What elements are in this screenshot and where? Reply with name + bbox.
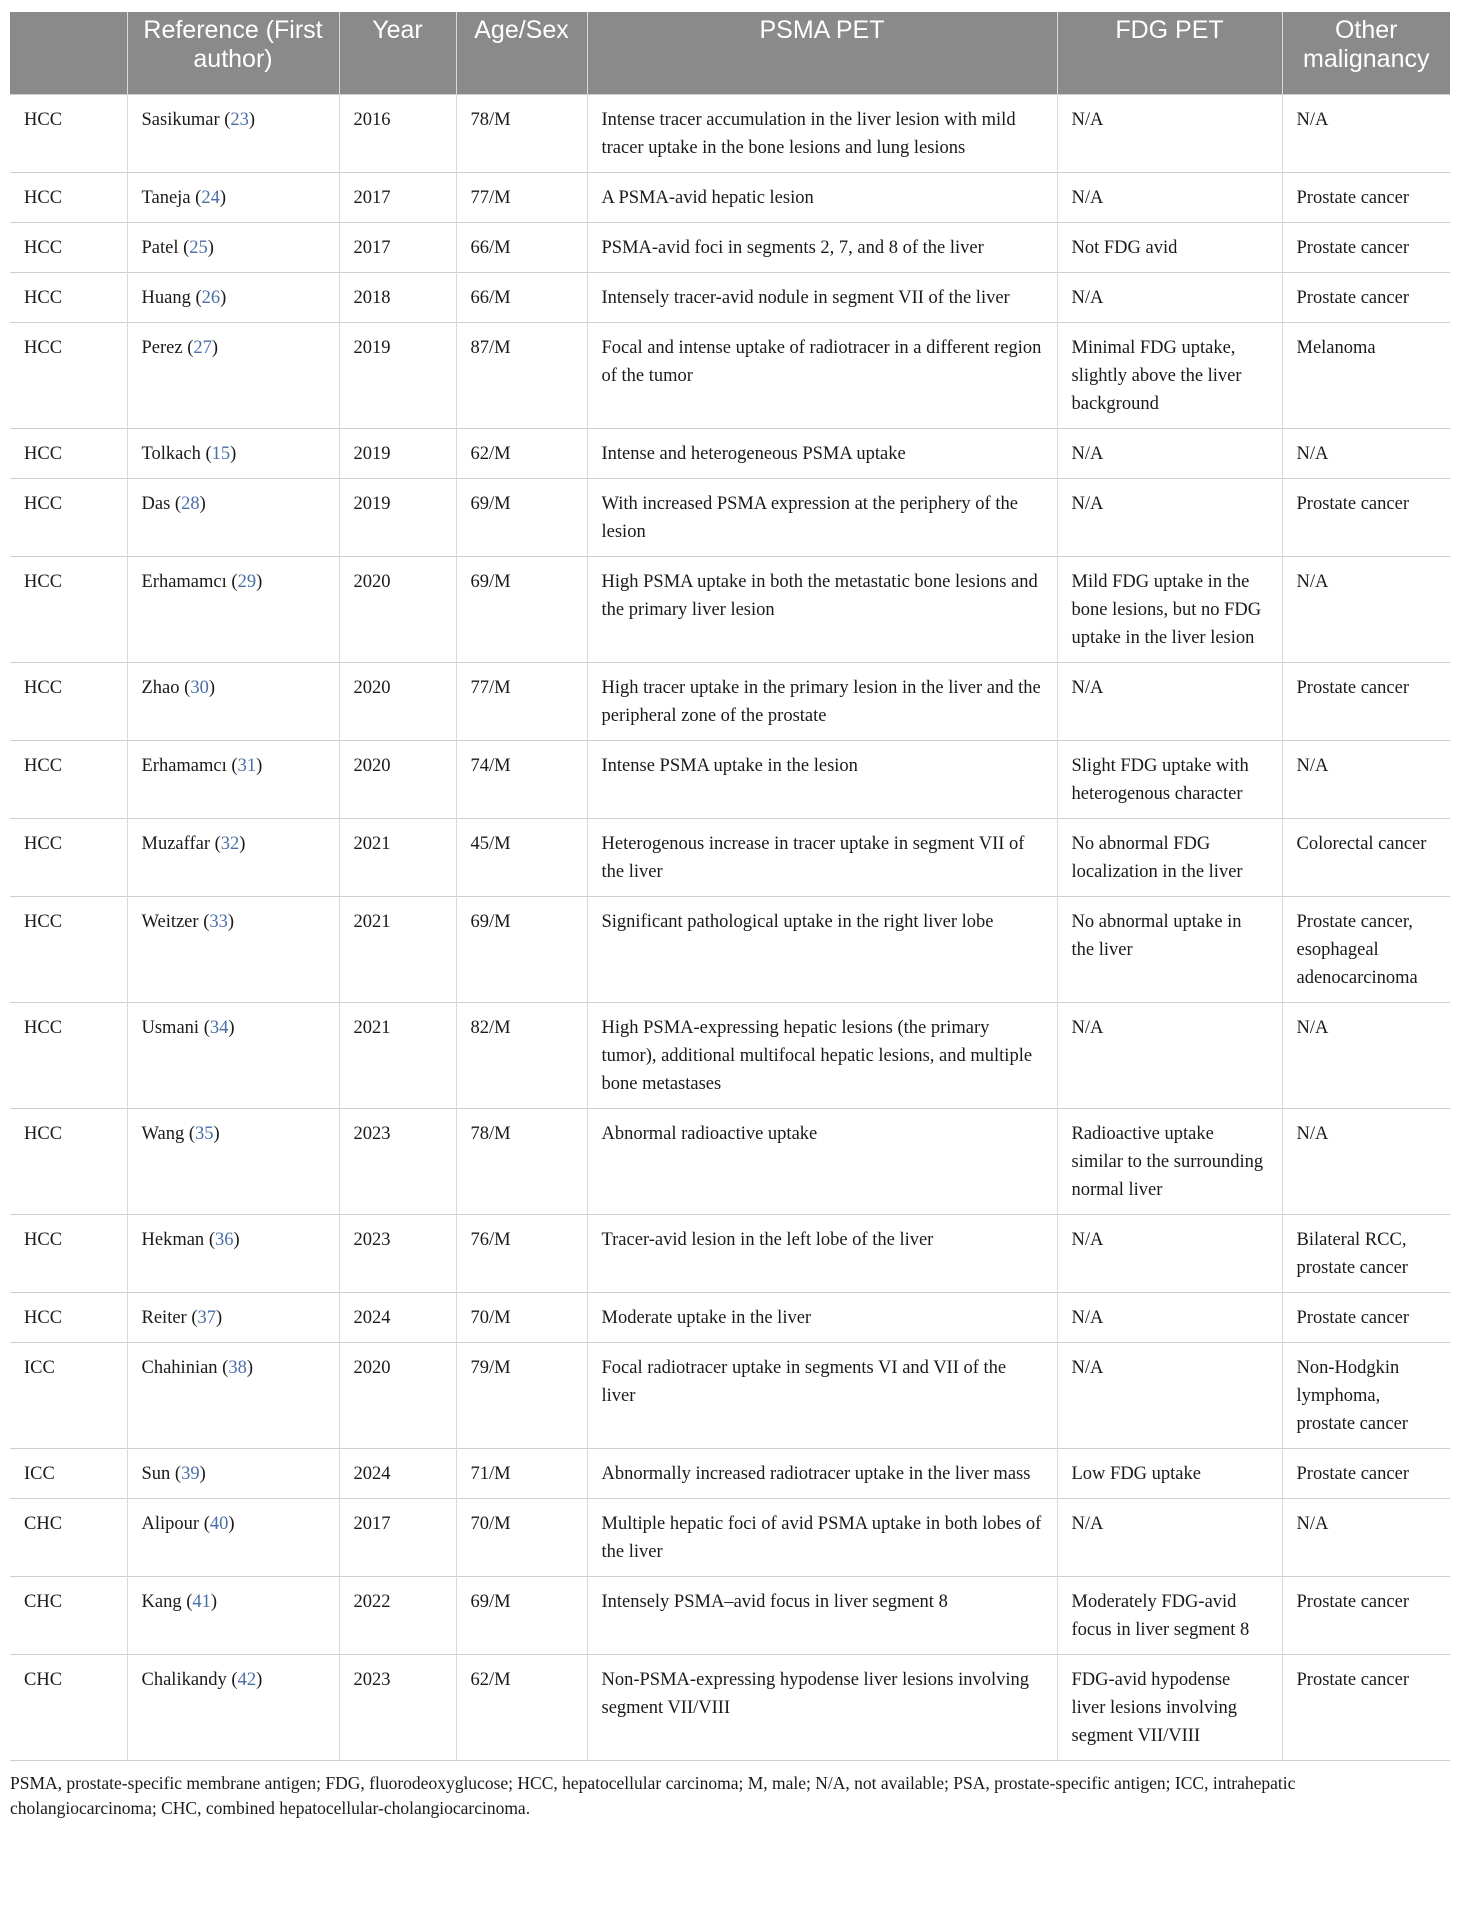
author-name: Huang xyxy=(141,288,191,308)
cell-reference: Perez (27) xyxy=(127,323,339,429)
cell-other-malignancy: Prostate cancer xyxy=(1282,479,1450,557)
cell-fdg-pet: Moderately FDG-avid focus in liver segment 8 xyxy=(1057,1577,1282,1655)
cell-age-sex: 62/M xyxy=(456,1655,587,1761)
cell-fdg-pet: N/A xyxy=(1057,663,1282,741)
cell-tumor-type: HCC xyxy=(10,173,127,223)
reference-link[interactable]: 29 xyxy=(237,572,257,592)
cell-reference: Alipour (40) xyxy=(127,1499,339,1577)
table-row xyxy=(10,557,1450,663)
cell-reference: Muzaffar (32) xyxy=(127,819,339,897)
cell-fdg-pet: N/A xyxy=(1057,1293,1282,1343)
author-name: Tolkach xyxy=(141,444,201,464)
table-row xyxy=(10,819,1450,897)
cell-age-sex: 79/M xyxy=(456,1343,587,1449)
cell-tumor-type: HCC xyxy=(10,273,127,323)
cell-psma-pet: With increased PSMA expression at the periphery of the lesion xyxy=(587,479,1057,557)
cell-tumor-type: HCC xyxy=(10,1293,127,1343)
cell-year: 2019 xyxy=(339,429,456,479)
author-name: Das xyxy=(141,494,171,514)
cell-psma-pet: Multiple hepatic foci of avid PSMA uptake in both lobes of the liver xyxy=(587,1499,1057,1577)
cell-age-sex: 71/M xyxy=(456,1449,587,1499)
cell-tumor-type: ICC xyxy=(10,1449,127,1499)
author-name: Sun xyxy=(141,1464,171,1484)
cell-psma-pet: High tracer uptake in the primary lesion in the liver and the peripheral zone of the prostate xyxy=(587,663,1057,741)
cell-fdg-pet: N/A xyxy=(1057,95,1282,173)
header-reference: Reference (First author) xyxy=(127,12,339,95)
cell-tumor-type: HCC xyxy=(10,897,127,1003)
author-name: Alipour xyxy=(141,1514,200,1534)
table-row xyxy=(10,223,1450,273)
table-row xyxy=(10,1215,1450,1293)
reference-link[interactable]: 36 xyxy=(214,1230,234,1250)
table-row xyxy=(10,1655,1450,1761)
cell-fdg-pet: N/A xyxy=(1057,429,1282,479)
cell-reference: Sun (39) xyxy=(127,1449,339,1499)
table-row xyxy=(10,479,1450,557)
cell-reference: Usmani (34) xyxy=(127,1003,339,1109)
author-name: Usmani xyxy=(141,1018,200,1038)
cell-tumor-type: HCC xyxy=(10,1215,127,1293)
cell-tumor-type: HCC xyxy=(10,223,127,273)
cell-other-malignancy: N/A xyxy=(1282,1109,1450,1215)
cell-psma-pet: Intense tracer accumulation in the liver lesion with mild tracer uptake in the bone lesions and lung lesions xyxy=(587,95,1057,173)
author-name: Hekman xyxy=(141,1230,205,1250)
cell-other-malignancy: N/A xyxy=(1282,1499,1450,1577)
cell-fdg-pet: N/A xyxy=(1057,1499,1282,1577)
table-row xyxy=(10,1343,1450,1449)
cell-year: 2017 xyxy=(339,223,456,273)
cell-fdg-pet: N/A xyxy=(1057,1003,1282,1109)
table-footnote: PSMA, prostate-specific membrane antigen; FDG, fluorodeoxyglucose; HCC, hepatocellular carcinoma; M, male; N/A, not available; PSA, prostate-specific antigen; ICC, intrahepatic cholangiocarcinoma; CHC, combined hepatocellular-cholangiocarcinoma. xyxy=(10,1773,1296,1818)
cell-year: 2020 xyxy=(339,557,456,663)
cell-age-sex: 76/M xyxy=(456,1215,587,1293)
cell-reference: Taneja (24) xyxy=(127,173,339,223)
cell-fdg-pet: Radioactive uptake similar to the surrounding normal liver xyxy=(1057,1109,1282,1215)
cell-psma-pet: Heterogenous increase in tracer uptake in segment VII of the liver xyxy=(587,819,1057,897)
cell-other-malignancy: Prostate cancer xyxy=(1282,173,1450,223)
cell-year: 2017 xyxy=(339,1499,456,1577)
reference-link[interactable]: 38 xyxy=(228,1358,247,1378)
cell-fdg-pet: Not FDG avid xyxy=(1057,223,1282,273)
cell-tumor-type: HCC xyxy=(10,1109,127,1215)
cell-other-malignancy: Prostate cancer xyxy=(1282,663,1450,741)
reference-link[interactable]: 40 xyxy=(209,1514,229,1534)
cell-age-sex: 78/M xyxy=(456,95,587,173)
cell-other-malignancy: Non-Hodgkin lymphoma, prostate cancer xyxy=(1282,1343,1450,1449)
cell-tumor-type: CHC xyxy=(10,1499,127,1577)
reference-link[interactable]: 41 xyxy=(192,1592,211,1612)
cell-tumor-type: HCC xyxy=(10,663,127,741)
table-body xyxy=(10,95,1450,1761)
cell-other-malignancy: N/A xyxy=(1282,1003,1450,1109)
cell-fdg-pet: N/A xyxy=(1057,1343,1282,1449)
cell-tumor-type: HCC xyxy=(10,1003,127,1109)
cell-fdg-pet: No abnormal FDG localization in the liver xyxy=(1057,819,1282,897)
table-row xyxy=(10,1293,1450,1343)
cell-other-malignancy: Prostate cancer xyxy=(1282,1655,1450,1761)
cell-fdg-pet: Slight FDG uptake with heterogenous character xyxy=(1057,741,1282,819)
reference-link[interactable]: 25 xyxy=(189,238,208,258)
table-row xyxy=(10,741,1450,819)
cell-reference: Hekman (36) xyxy=(127,1215,339,1293)
reference-link[interactable]: 42 xyxy=(237,1670,257,1690)
cell-age-sex: 70/M xyxy=(456,1293,587,1343)
header-psma-pet: PSMA PET xyxy=(587,12,1057,95)
cell-psma-pet: High PSMA uptake in both the metastatic bone lesions and the primary liver lesion xyxy=(587,557,1057,663)
cell-psma-pet: A PSMA-avid hepatic lesion xyxy=(587,173,1057,223)
header-year: Year xyxy=(339,12,456,95)
table-row xyxy=(10,323,1450,429)
cell-tumor-type: HCC xyxy=(10,479,127,557)
cell-tumor-type: HCC xyxy=(10,557,127,663)
reference-link[interactable]: 33 xyxy=(209,912,228,932)
cell-psma-pet: Non-PSMA-expressing hypodense liver lesions involving segment VII/VIII xyxy=(587,1655,1057,1761)
reference-link[interactable]: 27 xyxy=(193,338,212,358)
cell-fdg-pet: N/A xyxy=(1057,479,1282,557)
cell-age-sex: 69/M xyxy=(456,1577,587,1655)
cell-reference: Sasikumar (23) xyxy=(127,95,339,173)
cell-fdg-pet: N/A xyxy=(1057,273,1282,323)
cell-fdg-pet: FDG-avid hypodense liver lesions involving segment VII/VIII xyxy=(1057,1655,1282,1761)
author-name: Perez xyxy=(141,338,183,358)
cell-age-sex: 82/M xyxy=(456,1003,587,1109)
cell-age-sex: 70/M xyxy=(456,1499,587,1577)
author-name: Chahinian xyxy=(141,1358,218,1378)
cell-psma-pet: High PSMA-expressing hepatic lesions (the primary tumor), additional multifocal hepatic lesions, and multiple bone metastases xyxy=(587,1003,1057,1109)
cell-age-sex: 77/M xyxy=(456,173,587,223)
cell-fdg-pet: N/A xyxy=(1057,173,1282,223)
table-row xyxy=(10,95,1450,173)
cell-age-sex: 69/M xyxy=(456,479,587,557)
cell-year: 2016 xyxy=(339,95,456,173)
reference-link[interactable]: 39 xyxy=(181,1464,200,1484)
cell-reference: Zhao (30) xyxy=(127,663,339,741)
cell-year: 2021 xyxy=(339,897,456,1003)
reference-link[interactable]: 37 xyxy=(197,1308,216,1328)
cell-other-malignancy: N/A xyxy=(1282,429,1450,479)
reference-link[interactable]: 35 xyxy=(195,1124,214,1144)
author-name: Kang xyxy=(141,1592,182,1612)
table-row xyxy=(10,429,1450,479)
cell-psma-pet: Focal radiotracer uptake in segments VI and VII of the liver xyxy=(587,1343,1057,1449)
table-row xyxy=(10,1499,1450,1577)
cell-reference: Das (28) xyxy=(127,479,339,557)
cell-fdg-pet: No abnormal uptake in the liver xyxy=(1057,897,1282,1003)
cell-year: 2024 xyxy=(339,1293,456,1343)
cell-other-malignancy: N/A xyxy=(1282,95,1450,173)
cell-year: 2020 xyxy=(339,1343,456,1449)
cell-other-malignancy: Prostate cancer xyxy=(1282,273,1450,323)
cell-age-sex: 69/M xyxy=(456,557,587,663)
cell-psma-pet: Intense and heterogeneous PSMA uptake xyxy=(587,429,1057,479)
cell-tumor-type: HCC xyxy=(10,95,127,173)
cell-year: 2019 xyxy=(339,323,456,429)
reference-link[interactable]: 26 xyxy=(201,288,221,308)
cell-year: 2020 xyxy=(339,741,456,819)
cell-age-sex: 62/M xyxy=(456,429,587,479)
cell-tumor-type: HCC xyxy=(10,741,127,819)
cell-reference: Reiter (37) xyxy=(127,1293,339,1343)
reference-link[interactable]: 32 xyxy=(220,834,240,854)
cell-reference: Kang (41) xyxy=(127,1577,339,1655)
author-name: Reiter xyxy=(141,1308,187,1328)
cell-year: 2023 xyxy=(339,1109,456,1215)
cell-fdg-pet: Mild FDG uptake in the bone lesions, but no FDG uptake in the liver lesion xyxy=(1057,557,1282,663)
header-age-sex: Age/Sex xyxy=(456,12,587,95)
cell-other-malignancy: Melanoma xyxy=(1282,323,1450,429)
reference-link[interactable]: 24 xyxy=(201,188,220,208)
cell-fdg-pet: Minimal FDG uptake, slightly above the liver background xyxy=(1057,323,1282,429)
cell-tumor-type: HCC xyxy=(10,819,127,897)
cell-reference: Chalikandy (42) xyxy=(127,1655,339,1761)
table-row xyxy=(10,1003,1450,1109)
author-name: Wang xyxy=(141,1124,185,1144)
table-row xyxy=(10,1449,1450,1499)
cell-other-malignancy: Prostate cancer, esophageal adenocarcinoma xyxy=(1282,897,1450,1003)
cell-reference: Erhamamcı (29) xyxy=(127,557,339,663)
reference-link[interactable]: 31 xyxy=(237,756,257,776)
cell-age-sex: 74/M xyxy=(456,741,587,819)
cell-tumor-type: ICC xyxy=(10,1343,127,1449)
reference-link[interactable]: 23 xyxy=(230,110,249,130)
cell-reference: Erhamamcı (31) xyxy=(127,741,339,819)
author-name: Muzaffar xyxy=(141,834,210,854)
cell-reference: Patel (25) xyxy=(127,223,339,273)
cell-other-malignancy: Bilateral RCC, prostate cancer xyxy=(1282,1215,1450,1293)
table-row xyxy=(10,173,1450,223)
cell-other-malignancy: Prostate cancer xyxy=(1282,1577,1450,1655)
cell-year: 2023 xyxy=(339,1655,456,1761)
table-row xyxy=(10,897,1450,1003)
cell-other-malignancy: Prostate cancer xyxy=(1282,223,1450,273)
table-row xyxy=(10,273,1450,323)
cell-year: 2019 xyxy=(339,479,456,557)
cell-other-malignancy: N/A xyxy=(1282,741,1450,819)
cell-year: 2022 xyxy=(339,1577,456,1655)
cell-age-sex: 87/M xyxy=(456,323,587,429)
cell-age-sex: 78/M xyxy=(456,1109,587,1215)
table-row xyxy=(10,1109,1450,1215)
cell-year: 2018 xyxy=(339,273,456,323)
cell-age-sex: 77/M xyxy=(456,663,587,741)
cell-psma-pet: Moderate uptake in the liver xyxy=(587,1293,1057,1343)
cell-reference: Tolkach (15) xyxy=(127,429,339,479)
table-row xyxy=(10,1577,1450,1655)
cell-psma-pet: Intensely tracer-avid nodule in segment VII of the liver xyxy=(587,273,1057,323)
author-name: Chalikandy xyxy=(141,1670,227,1690)
cell-age-sex: 69/M xyxy=(456,897,587,1003)
cell-psma-pet: Intensely PSMA–avid focus in liver segment 8 xyxy=(587,1577,1057,1655)
cell-year: 2021 xyxy=(339,819,456,897)
author-name: Taneja xyxy=(141,188,191,208)
table-header-row xyxy=(10,12,1450,95)
psma-case-table xyxy=(10,12,1450,1761)
cell-age-sex: 45/M xyxy=(456,819,587,897)
cell-psma-pet: Significant pathological uptake in the right liver lobe xyxy=(587,897,1057,1003)
author-name: Zhao xyxy=(141,678,180,698)
author-name: Sasikumar xyxy=(141,110,220,130)
cell-tumor-type: CHC xyxy=(10,1577,127,1655)
cell-year: 2020 xyxy=(339,663,456,741)
cell-year: 2021 xyxy=(339,1003,456,1109)
cell-reference: Chahinian (38) xyxy=(127,1343,339,1449)
cell-fdg-pet: Low FDG uptake xyxy=(1057,1449,1282,1499)
cell-year: 2023 xyxy=(339,1215,456,1293)
cell-other-malignancy: N/A xyxy=(1282,557,1450,663)
cell-psma-pet: PSMA-avid foci in segments 2, 7, and 8 of the liver xyxy=(587,223,1057,273)
cell-psma-pet: Abnormal radioactive uptake xyxy=(587,1109,1057,1215)
cell-other-malignancy: Prostate cancer xyxy=(1282,1449,1450,1499)
cell-year: 2017 xyxy=(339,173,456,223)
author-name: Erhamamcı xyxy=(141,572,227,592)
reference-link[interactable]: 30 xyxy=(190,678,209,698)
cell-fdg-pet: N/A xyxy=(1057,1215,1282,1293)
reference-link[interactable]: 15 xyxy=(211,444,231,464)
header-fdg-pet: FDG PET xyxy=(1057,12,1282,95)
header-other-malignancy: Other malignancy xyxy=(1282,12,1450,95)
cell-reference: Wang (35) xyxy=(127,1109,339,1215)
cell-age-sex: 66/M xyxy=(456,223,587,273)
cell-year: 2024 xyxy=(339,1449,456,1499)
reference-link[interactable]: 34 xyxy=(209,1018,229,1038)
cell-age-sex: 66/M xyxy=(456,273,587,323)
header-type xyxy=(10,12,127,95)
cell-tumor-type: HCC xyxy=(10,429,127,479)
cell-tumor-type: HCC xyxy=(10,323,127,429)
cell-psma-pet: Focal and intense uptake of radiotracer in a different region of the tumor xyxy=(587,323,1057,429)
author-name: Patel xyxy=(141,238,179,258)
cell-reference: Weitzer (33) xyxy=(127,897,339,1003)
reference-link[interactable]: 28 xyxy=(181,494,200,514)
table-row xyxy=(10,663,1450,741)
author-name: Weitzer xyxy=(141,912,199,932)
cell-psma-pet: Tracer-avid lesion in the left lobe of the liver xyxy=(587,1215,1057,1293)
author-name: Erhamamcı xyxy=(141,756,227,776)
cell-psma-pet: Intense PSMA uptake in the lesion xyxy=(587,741,1057,819)
cell-other-malignancy: Prostate cancer xyxy=(1282,1293,1450,1343)
cell-other-malignancy: Colorectal cancer xyxy=(1282,819,1450,897)
cell-reference: Huang (26) xyxy=(127,273,339,323)
cell-tumor-type: CHC xyxy=(10,1655,127,1761)
cell-psma-pet: Abnormally increased radiotracer uptake in the liver mass xyxy=(587,1449,1057,1499)
